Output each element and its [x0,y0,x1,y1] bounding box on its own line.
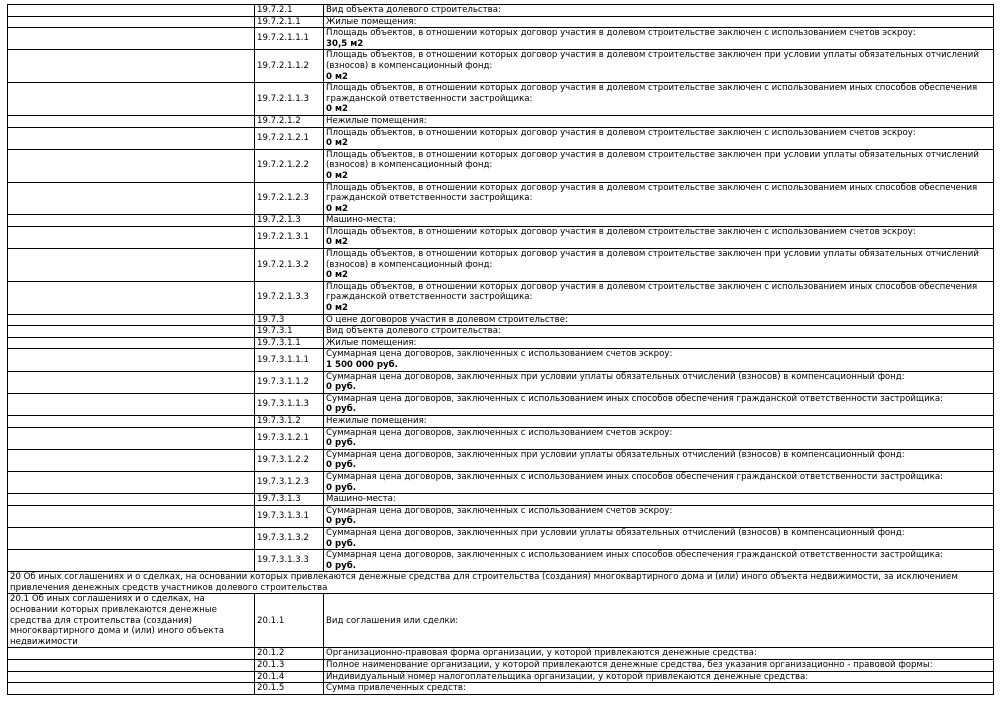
table-row [8,5,994,17]
empty-cell [8,115,255,127]
table-row [8,83,994,116]
row-value: 0 м2 [326,303,348,314]
table-row [8,326,994,338]
row-code: 19.7.2.1.2.2 [255,149,324,182]
row-text [324,449,994,471]
row-label: Суммарная цена договоров, заключенных с использованием иных способов обеспечения гражданской ответственности застройщика: [326,550,944,561]
row-code: 19.7.2.1.1.3 [255,83,324,116]
row-code: 19.7.2.1.3.2 [255,249,324,282]
table-row [8,648,994,660]
row-label: Индивидуальный номер налогоплательщика организации, у которой привлекаются денежные средства: [324,671,994,683]
table-row [8,415,994,427]
row-code: 19.7.3.1.1.1 [255,349,324,371]
sub-section-heading: 20.1 Об иных соглашениях и о сделках, на основании которых привлекаются денежные средства для строительства (создания) многоквартирного дома и (или) иного объекта недвижимости [8,594,255,648]
row-code: 19.7.2.1.1.2 [255,50,324,83]
empty-cell [8,326,255,338]
row-label: Площадь объектов, в отношении которых договор участия в долевом строительстве заключен при условии уплаты обязательных отчислений (взносов) в компенсационный фонд: [326,249,979,270]
table-row [8,28,994,50]
row-text [324,371,994,393]
row-code: 20.1.1 [255,594,324,648]
row-code: 19.7.3.1.2.3 [255,471,324,493]
row-text [324,349,994,371]
row-label: Машино-места: [326,215,396,226]
row-code: 19.7.2.1.3 [255,215,324,227]
row-value: 0 м2 [326,237,348,248]
row-label: Организационно-правовая форма организации, у которой привлекаются денежные средства: [324,648,994,660]
row-text [324,226,994,248]
row-code: 19.7.2.1.2 [255,115,324,127]
row-text [324,5,994,17]
row-label: Вид объекта долевого строительства: [326,5,501,15]
row-code: 19.7.3.1.3.1 [255,505,324,527]
row-label: Суммарная цена договоров, заключенных с использованием счетов эскроу: [326,505,673,516]
table-row [8,115,994,127]
row-code: 19.7.3.1 [255,326,324,338]
empty-cell [8,427,255,449]
row-value: 0 м2 [326,170,348,181]
disclosure-table [7,4,994,695]
table-row [8,337,994,349]
row-value: 0 м2 [326,71,348,82]
row-label: Площадь объектов, в отношении которых договор участия в долевом строительстве заключен с использованием счетов эскроу: [326,28,916,39]
row-label: Жилые помещения: [326,337,417,348]
empty-cell [8,471,255,493]
empty-cell [8,660,255,672]
empty-cell [8,127,255,149]
table-row [8,215,994,227]
row-text [324,326,994,338]
row-value: 30,5 м2 [326,38,364,49]
row-code: 19.7.2.1 [255,5,324,17]
row-value: 0 м2 [326,104,348,115]
table-row [8,314,994,326]
table-row [8,505,994,527]
row-value: 0 руб. [326,382,356,393]
empty-cell [8,215,255,227]
empty-cell [8,415,255,427]
row-label: Суммарная цена договоров, заключенных с использованием счетов эскроу: [326,427,673,438]
row-code: 19.7.3.1.3.3 [255,550,324,572]
row-code: 19.7.2.1.2.3 [255,182,324,215]
row-label: Суммарная цена договоров, заключенных при условии уплаты обязательных отчислений (взносов) в компенсационный фонд: [326,527,905,538]
row-code: 19.7.3.1.1.3 [255,393,324,415]
row-text [324,149,994,182]
row-label: Площадь объектов, в отношении которых договор участия в долевом строительстве заключен с использованием счетов эскроу: [326,226,916,237]
row-code: 19.7.2.1.3.1 [255,226,324,248]
row-text [324,393,994,415]
row-value: 0 руб. [326,460,356,471]
row-text [324,115,994,127]
row-code: 19.7.3.1.3.2 [255,527,324,549]
row-value: 0 м2 [326,203,348,214]
empty-cell [8,527,255,549]
row-value: 1 500 000 руб. [326,360,398,370]
row-code: 20.1.2 [255,648,324,660]
empty-cell [8,550,255,572]
empty-cell [8,281,255,314]
row-code: 19.7.3.1.1 [255,337,324,349]
row-label: Суммарная цена договоров, заключенных с использованием иных способов обеспечения гражданской ответственности застройщика: [326,471,944,482]
row-label: Сумма привлеченных средств: [324,683,994,695]
empty-cell [8,449,255,471]
row-label: Вид соглашения или сделки: [324,594,994,648]
row-text [324,314,994,326]
empty-cell [8,83,255,116]
table-row [8,249,994,282]
row-text [324,83,994,116]
row-text [324,249,994,282]
empty-cell [8,349,255,371]
empty-cell [8,337,255,349]
row-value: 0 м2 [326,138,348,149]
section-20 [8,572,994,695]
empty-cell [8,393,255,415]
table-row [8,494,994,506]
row-label: Площадь объектов, в отношении которых договор участия в долевом строительстве заключен с использованием счетов эскроу: [326,127,916,138]
row-code: 19.7.2.1.1 [255,16,324,28]
table-row [8,371,994,393]
row-label: О цене договоров участия в долевом строительстве: [326,314,568,325]
row-code: 19.7.3.1.1.2 [255,371,324,393]
row-text [324,427,994,449]
table-row [8,182,994,215]
table-row [8,427,994,449]
table-row [8,226,994,248]
empty-cell [8,314,255,326]
row-label: Суммарная цена договоров, заключенных при условии уплаты обязательных отчислений (взносов) в компенсационный фонд: [326,449,905,460]
row-text [324,550,994,572]
table-row [8,50,994,83]
empty-cell [8,149,255,182]
row-label: Вид объекта долевого строительства: [326,326,501,337]
row-label: Площадь объектов, в отношении которых договор участия в долевом строительстве заключен при условии уплаты обязательных отчислений (взносов) в компенсационный фонд: [326,149,979,171]
row-text [324,494,994,506]
row-code: 19.7.3.1.2 [255,415,324,427]
row-text [324,16,994,28]
row-label: Суммарная цена договоров, заключенных с использованием иных способов обеспечения гражданской ответственности застройщика: [326,393,944,404]
table-row [8,683,994,695]
table-row [8,281,994,314]
row-code: 19.7.2.1.1.1 [255,28,324,50]
table-row [8,149,994,182]
row-value: 0 руб. [326,438,356,449]
row-label: Нежилые помещения: [326,415,427,426]
empty-cell [8,28,255,50]
table-row [8,393,994,415]
table-row [8,349,994,371]
empty-cell [8,505,255,527]
row-value: 0 руб. [326,560,356,571]
row-text [324,471,994,493]
table-row [8,127,994,149]
empty-cell [8,371,255,393]
empty-cell [8,226,255,248]
row-label: Площадь объектов, в отношении которых договор участия в долевом строительстве заключен с использованием иных способов обеспечения гражданской ответственности застройщика: [326,83,978,104]
row-label: Площадь объектов, в отношении которых договор участия в долевом строительстве заключен с использованием иных способов обеспечения гражданской ответственности застройщика: [326,281,978,303]
row-label: Площадь объектов, в отношении которых договор участия в долевом строительстве заключен при условии уплаты обязательных отчислений (взносов) в компенсационный фонд: [326,50,979,71]
row-text [324,415,994,427]
empty-cell [8,671,255,683]
row-label: Суммарная цена договоров, заключенных при условии уплаты обязательных отчислений (взносов) в компенсационный фонд: [326,371,905,382]
row-code: 20.1.5 [255,683,324,695]
row-code: 19.7.3.1.2.1 [255,427,324,449]
table-row [8,550,994,572]
row-text [324,281,994,314]
section-heading-row [8,572,994,594]
row-text [324,337,994,349]
table-row [8,471,994,493]
row-label: Суммарная цена договоров, заключенных с использованием счетов эскроу: [326,349,673,360]
empty-cell [8,683,255,695]
row-code: 19.7.3.1.3 [255,494,324,506]
row-value: 0 руб. [326,404,356,415]
table-row [8,527,994,549]
empty-cell [8,5,255,17]
empty-cell [8,182,255,215]
row-text [324,527,994,549]
row-code: 19.7.3 [255,314,324,326]
row-code: 20.1.3 [255,660,324,672]
table-row [8,594,994,648]
row-text [324,50,994,83]
table-row [8,660,994,672]
section-heading: 20 Об иных соглашениях и о сделках, на основании которых привлекаются денежные средства для строительства (создания) многоквартирного дома и (или) иного объекта недвижимости, за исключением привлечения денежных средств участников долевого строительства [8,572,994,594]
row-label: Машино-места: [326,494,396,505]
row-value: 0 руб. [326,538,356,549]
row-value: 0 руб. [326,516,356,527]
empty-cell [8,249,255,282]
table-row [8,16,994,28]
row-text [324,182,994,215]
row-label: Жилые помещения: [326,16,417,27]
table-row [8,671,994,683]
table-row [8,449,994,471]
row-code: 19.7.2.1.2.1 [255,127,324,149]
row-value: 0 м2 [326,270,348,281]
rows-body [8,5,994,572]
row-text [324,28,994,50]
row-label: Площадь объектов, в отношении которых договор участия в долевом строительстве заключен с использованием иных способов обеспечения гражданской ответственности застройщика: [326,182,978,204]
empty-cell [8,50,255,83]
empty-cell [8,648,255,660]
row-code: 19.7.3.1.2.2 [255,449,324,471]
row-text [324,127,994,149]
row-value: 0 руб. [326,482,356,493]
row-code: 19.7.2.1.3.3 [255,281,324,314]
row-text [324,215,994,227]
row-label: Полное наименование организации, у которой привлекаются денежные средства, без указания организационно - правовой формы: [324,660,994,672]
row-code: 20.1.4 [255,671,324,683]
empty-cell [8,16,255,28]
empty-cell [8,494,255,506]
row-label: Нежилые помещения: [326,115,427,126]
row-text [324,505,994,527]
